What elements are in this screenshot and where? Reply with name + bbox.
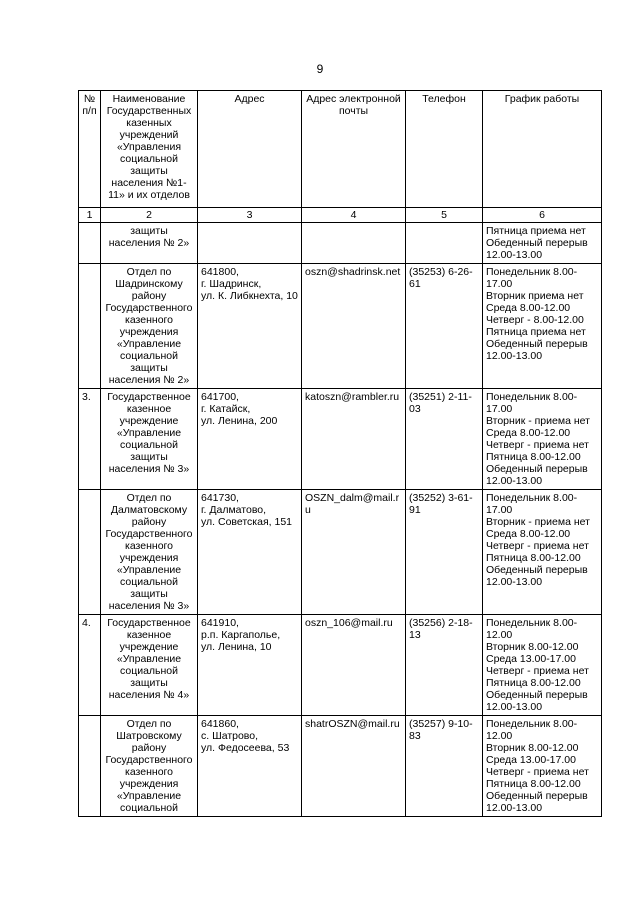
row-number: [79, 223, 101, 264]
address: [198, 389, 302, 490]
work-schedule-line: Среда 8.00-12.00: [486, 302, 571, 314]
work-schedule-line: Пятница 8.00-12.00: [486, 552, 581, 564]
work-schedule-line: Среда 13.00-17.00: [486, 653, 576, 665]
institution-name: Отдел по Шадринскому району Государственного казенного учреждения «Управление социальной защиты населения № 2»: [101, 264, 198, 389]
address: [198, 490, 302, 615]
work-schedule-line: Четверг - приема нет: [486, 540, 589, 552]
work-schedule-line: Обеденный перерыв 12.00-13.00: [486, 564, 588, 588]
email-address: OSZN_dalm@mail.ru: [302, 490, 406, 615]
work-schedule-line: Вторник 8.00-12.00: [486, 742, 579, 754]
work-schedule-line: Пятница приема нет: [486, 225, 586, 237]
work-schedule-line: Четверг - 8.00-12.00: [486, 314, 584, 326]
address-line: 641800,: [201, 266, 239, 278]
work-schedule-line: Понедельник 8.00-12.00: [486, 718, 578, 742]
phone-number: (35252) 3-61-91: [406, 490, 483, 615]
address-line: ул. Ленина, 10: [201, 641, 272, 653]
work-schedule-line: Среда 8.00-12.00: [486, 528, 571, 540]
institutions-table: [78, 90, 602, 817]
row-number: 4.: [79, 615, 101, 716]
address-line: 641860,: [201, 718, 239, 730]
work-schedule-line: Понедельник 8.00-17.00: [486, 391, 578, 415]
institution-name: защиты населения № 2»: [101, 223, 198, 264]
work-schedule: [483, 264, 602, 389]
phone-number: (35256) 2-18-13: [406, 615, 483, 716]
table-row: [79, 264, 602, 389]
column-numbers-row: [79, 208, 602, 223]
address-line: 641730,: [201, 492, 239, 504]
work-schedule-line: Четверг - приема нет: [486, 439, 589, 451]
row-number: [79, 264, 101, 389]
table-row: [79, 716, 602, 817]
table-row: [79, 389, 602, 490]
email-address: shatrOSZN@mail.ru: [302, 716, 406, 817]
column-number: 1: [79, 208, 101, 223]
work-schedule: [483, 223, 602, 264]
address: [198, 716, 302, 817]
header-address: Адрес: [198, 91, 302, 208]
address: [198, 615, 302, 716]
email-address: katoszn@rambler.ru: [302, 389, 406, 490]
email-address: [302, 223, 406, 264]
header-schedule: График работы: [483, 91, 602, 208]
institution-name: Государственное казенное учреждение «Управление социальной защиты населения № 3»: [101, 389, 198, 490]
email-address: oszn@shadrinsk.net: [302, 264, 406, 389]
row-number: [79, 490, 101, 615]
address-line: ул. Ленина, 200: [201, 415, 278, 427]
header-number: № п/п: [79, 91, 101, 208]
header-email: Адрес электронной почты: [302, 91, 406, 208]
table-header-row: [79, 91, 602, 208]
work-schedule: [483, 389, 602, 490]
table-row: [79, 223, 602, 264]
work-schedule-line: Понедельник 8.00-12.00: [486, 617, 578, 641]
address-line: г. Далматово,: [201, 504, 267, 516]
work-schedule-line: Пятница 8.00-12.00: [486, 778, 581, 790]
work-schedule-line: Пятница 8.00-12.00: [486, 677, 581, 689]
header-phone: Телефон: [406, 91, 483, 208]
work-schedule-line: Вторник - приема нет: [486, 516, 590, 528]
work-schedule-line: Пятница приема нет: [486, 326, 586, 338]
address-line: г. Катайск,: [201, 403, 251, 415]
address-line: с. Шатрово,: [201, 730, 259, 742]
column-number: 3: [198, 208, 302, 223]
institution-name: Отдел по Далматовскому району Государственного казенного учреждения «Управление социальной защиты населения № 3»: [101, 490, 198, 615]
institution-name: Государственное казенное учреждение «Управление социальной защиты населения № 4»: [101, 615, 198, 716]
address-line: ул. Советская, 151: [201, 516, 292, 528]
work-schedule-line: Обеденный перерыв 12.00-13.00: [486, 790, 588, 814]
work-schedule-line: Вторник - приема нет: [486, 415, 590, 427]
institution-name: Отдел по Шатровскому району Государственного казенного учреждения «Управление социальной: [101, 716, 198, 817]
work-schedule-line: Четверг - приема нет: [486, 665, 589, 677]
work-schedule: [483, 490, 602, 615]
work-schedule-line: Понедельник 8.00-17.00: [486, 266, 578, 290]
address-line: ул. Федосеева, 53: [201, 742, 290, 754]
address-line: 641910,: [201, 617, 239, 629]
work-schedule-line: Четверг - приема нет: [486, 766, 589, 778]
work-schedule: [483, 716, 602, 817]
column-number: 6: [483, 208, 602, 223]
column-number: 5: [406, 208, 483, 223]
email-address: oszn_106@mail.ru: [302, 615, 406, 716]
address-line: р.п. Каргаполье,: [201, 629, 281, 641]
work-schedule-line: Обеденный перерыв 12.00-13.00: [486, 463, 588, 487]
address: [198, 264, 302, 389]
row-number: [79, 716, 101, 817]
phone-number: (35257) 9-10-83: [406, 716, 483, 817]
page-number: 9: [316, 62, 324, 76]
column-number: 2: [101, 208, 198, 223]
header-name: Наименование Государственных казенных учреждений «Управления социальной защиты населения №1-11» и их отделов: [101, 91, 198, 208]
work-schedule-line: Обеденный перерыв 12.00-13.00: [486, 338, 588, 362]
work-schedule-line: Среда 8.00-12.00: [486, 427, 571, 439]
table-row: [79, 615, 602, 716]
phone-number: [406, 223, 483, 264]
work-schedule-line: Вторник 8.00-12.00: [486, 641, 579, 653]
column-number: 4: [302, 208, 406, 223]
work-schedule-line: Вторник приема нет: [486, 290, 584, 302]
work-schedule-line: Пятница 8.00-12.00: [486, 451, 581, 463]
row-number: 3.: [79, 389, 101, 490]
address-line: г. Шадринск,: [201, 278, 262, 290]
work-schedule-line: Понедельник 8.00-17.00: [486, 492, 578, 516]
phone-number: (35251) 2-11-03: [406, 389, 483, 490]
phone-number: (35253) 6-26-61: [406, 264, 483, 389]
table-row: [79, 490, 602, 615]
work-schedule-line: Обеденный перерыв 12.00-13.00: [486, 237, 588, 261]
address-line: 641700,: [201, 391, 239, 403]
work-schedule: [483, 615, 602, 716]
address: [198, 223, 302, 264]
address-line: ул. К. Либкнехта, 10: [201, 290, 298, 302]
table-body: [79, 223, 602, 817]
work-schedule-line: Среда 13.00-17.00: [486, 754, 576, 766]
work-schedule-line: Обеденный перерыв 12.00-13.00: [486, 689, 588, 713]
